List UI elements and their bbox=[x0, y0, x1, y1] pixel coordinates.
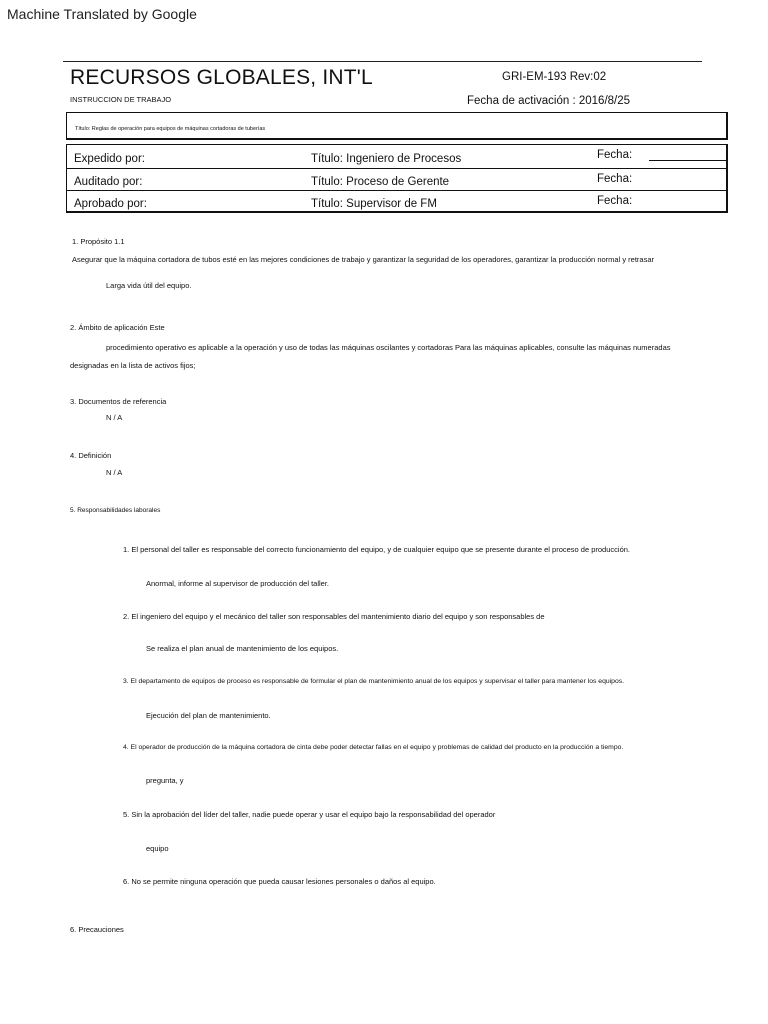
section-3-value: N / A bbox=[106, 413, 123, 422]
responsibility-5: 5. Sin la aprobación del líder del taller, nadie puede operar y usar el equipo bajo la responsabilidad del operador bbox=[123, 810, 496, 819]
audited-by-title: Título: Proceso de Gerente bbox=[311, 176, 450, 188]
signature-row-issued bbox=[67, 145, 726, 167]
issued-by-label: Expedido por: bbox=[74, 153, 145, 165]
responsibility-3-cont: Ejecución del plan de mantenimiento. bbox=[146, 711, 271, 720]
machine-translation-banner: Machine Translated by Google bbox=[7, 6, 197, 22]
signature-table bbox=[66, 144, 728, 213]
responsibility-4: 4. El operador de producción de la máquina cortadora de cinta debe poder detectar fallas en el equipo y problemas de calidad del producto en la producción a tiempo. bbox=[123, 744, 624, 751]
section-1-text: Asegurar que la máquina cortadora de tubos esté en las mejores condiciones de trabajo y garantizar la seguridad de los operadores, garantizar la producción normal y retrasar bbox=[72, 255, 654, 264]
approved-date-label: Fecha: bbox=[597, 195, 633, 207]
responsibility-2: 2. El ingeniero del equipo y el mecánico del taller son responsables del mantenimiento diario del equipo y son responsables de bbox=[123, 612, 545, 621]
signature-row-approved bbox=[67, 190, 726, 213]
audited-date-label: Fecha: bbox=[597, 173, 633, 185]
responsibility-1-cont: Anormal, informe al supervisor de producción del taller. bbox=[146, 579, 330, 588]
company-name: RECURSOS GLOBALES, INT'L bbox=[70, 66, 373, 89]
section-6-heading: 6. Precauciones bbox=[70, 925, 124, 934]
section-1-text-cont: Larga vida útil del equipo. bbox=[106, 281, 192, 290]
responsibility-1: 1. El personal del taller es responsable del correcto funcionamiento del equipo, y de cualquier equipo que se presente durante el proceso de producción. bbox=[123, 545, 630, 554]
signature-row-audited bbox=[67, 168, 726, 191]
section-2-heading: 2. Ámbito de aplicación Este bbox=[70, 323, 165, 332]
approved-by-label: Aprobado por: bbox=[74, 198, 147, 210]
section-4-heading: 4. Definición bbox=[70, 451, 112, 460]
responsibility-6: 6. No se permite ninguna operación que pueda causar lesiones personales o daños al equipo. bbox=[123, 877, 436, 886]
document-number: GRI-EM-193 Rev:02 bbox=[502, 71, 607, 83]
section-5-heading: 5. Responsabilidades laborales bbox=[70, 507, 161, 514]
title-box bbox=[66, 112, 728, 140]
section-4-value: N / A bbox=[106, 468, 123, 477]
issued-date-label: Fecha: bbox=[597, 149, 633, 161]
responsibility-3: 3. El departamento de equipos de proceso es responsable de formular el plan de mantenimiento anual de los equipos y supervisar el taller para mantener los equipos. bbox=[123, 678, 625, 685]
responsibility-2-cont: Se realiza el plan anual de mantenimiento de los equipos. bbox=[146, 644, 339, 653]
section-2-text: procedimiento operativo es aplicable a la operación y uso de todas las máquinas oscilantes y cortadoras Para las máquinas aplicables, consulte las máquinas numeradas bbox=[106, 343, 671, 352]
approved-by-title: Título: Supervisor de FM bbox=[311, 198, 437, 210]
responsibility-4-cont: pregunta, y bbox=[146, 776, 184, 785]
document-subtitle: INSTRUCCION DE TRABAJO bbox=[70, 95, 172, 104]
section-1-heading: 1. Propósito 1.1 bbox=[72, 237, 125, 246]
responsibility-5-cont: equipo bbox=[146, 844, 169, 853]
issued-date-line bbox=[649, 160, 727, 161]
section-3-heading: 3. Documentos de referencia bbox=[70, 397, 167, 406]
audited-by-label: Auditado por: bbox=[74, 176, 143, 188]
section-2-text-cont: designadas en la lista de activos fijos; bbox=[70, 361, 196, 370]
issued-by-title: Título: Ingeniero de Procesos bbox=[311, 153, 462, 165]
header-rule bbox=[63, 61, 702, 62]
activation-date: Fecha de activación : 2016/8/25 bbox=[467, 95, 631, 107]
title-box-text: Título: Reglas de operación para equipos de máquinas cortadoras de tuberías bbox=[75, 126, 266, 132]
